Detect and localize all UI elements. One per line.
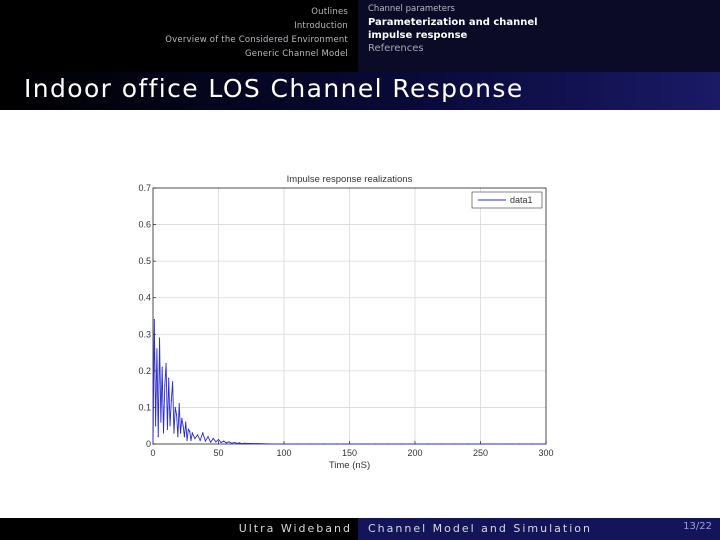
legend-label: data1: [510, 195, 533, 205]
data-point: [160, 421, 161, 422]
slide-title: Indoor office LOS Channel Response: [24, 74, 524, 103]
footer-course: Channel Model and Simulation: [368, 522, 592, 535]
data-point: [175, 407, 176, 408]
header-bar: [0, 0, 720, 72]
data-point: [202, 432, 203, 433]
data-point: [162, 367, 163, 368]
nav-item-outlines[interactable]: Outlines: [311, 7, 348, 17]
data-point: [226, 442, 227, 443]
data-point: [213, 438, 214, 439]
x-tick-label: 250: [472, 448, 489, 458]
data-point: [270, 443, 271, 444]
y-tick-label: 0.2: [138, 365, 151, 376]
data-point: [310, 443, 311, 444]
data-point: [506, 443, 507, 444]
data-point: [166, 363, 167, 364]
data-point: [493, 443, 494, 444]
data-point: [241, 443, 242, 444]
data-point: [336, 443, 337, 444]
data-point: [200, 440, 201, 441]
data-point: [159, 337, 160, 338]
footer-topic: Ultra Wideband: [238, 522, 352, 535]
data-point: [186, 440, 187, 441]
data-point: [228, 441, 229, 442]
footer-right: [358, 518, 720, 540]
x-tick-label: 300: [538, 448, 554, 458]
y-tick-label: 0: [145, 439, 151, 449]
data-point: [454, 443, 455, 444]
nav-item-introduction[interactable]: Introduction: [294, 21, 348, 31]
y-tick-label: 0.1: [138, 402, 151, 413]
data-point: [163, 432, 164, 433]
data-point: [215, 441, 216, 442]
y-tick-label: 0.7: [138, 183, 151, 193]
x-tick-label: 50: [213, 448, 224, 458]
data-point: [176, 414, 177, 415]
data-point: [234, 442, 235, 443]
data-point: [172, 381, 173, 382]
data-point: [173, 432, 174, 433]
data-point: [155, 425, 156, 426]
data-point: [221, 442, 222, 443]
data-point: [414, 443, 415, 444]
data-point: [480, 443, 481, 444]
data-point: [197, 434, 198, 435]
x-tick-label: 150: [341, 448, 358, 458]
data-point: [188, 429, 189, 430]
impulse-response-chart: [100, 160, 580, 480]
data-point: [185, 421, 186, 422]
data-point: [181, 418, 182, 419]
data-point: [349, 443, 350, 444]
data-point: [152, 443, 153, 444]
data-point: [428, 443, 429, 444]
chart-title: Impulse response realizations: [286, 174, 413, 185]
data-point: [189, 431, 190, 432]
data-point: [179, 403, 180, 404]
data-point: [223, 440, 224, 441]
data-point: [205, 440, 206, 441]
page-number: 13/22: [683, 521, 712, 532]
x-tick-label: 200: [407, 448, 423, 458]
subnav-references[interactable]: References: [368, 43, 424, 54]
data-point: [194, 438, 195, 439]
header-right-panel: [358, 0, 720, 72]
data-point: [218, 439, 219, 440]
data-point: [441, 443, 442, 444]
data-point: [168, 378, 169, 379]
data-point: [183, 425, 184, 426]
data-point: [244, 443, 245, 444]
x-axis-label: Time (nS): [328, 460, 371, 471]
data-point: [180, 432, 181, 433]
data-point: [401, 443, 402, 444]
chart-svg: [100, 160, 580, 480]
data-point: [171, 400, 172, 401]
subnav-parameterization-active[interactable]: Parameterization and channel impulse response: [368, 17, 538, 41]
data-point: [154, 319, 155, 320]
data-point: [467, 443, 468, 444]
data-point: [231, 443, 232, 444]
data-point: [164, 385, 165, 386]
nav-item-overview[interactable]: Overview of the Considered Environment: [165, 35, 348, 45]
data-point: [545, 443, 546, 444]
data-point: [236, 443, 237, 444]
data-point: [156, 348, 157, 349]
data-point: [192, 432, 193, 433]
data-point: [362, 443, 363, 444]
data-point: [177, 436, 178, 437]
subsection-nav: [368, 2, 578, 56]
data-point: [297, 443, 298, 444]
data-point: [184, 436, 185, 437]
data-point: [257, 443, 258, 444]
x-tick-label: 0: [150, 448, 156, 458]
data-point: [388, 443, 389, 444]
data-point: [190, 440, 191, 441]
data-point: [532, 443, 533, 444]
x-tick-label: 100: [276, 448, 292, 458]
slide-title-bar: [0, 72, 720, 110]
data-point: [207, 436, 208, 437]
y-tick-label: 0.5: [138, 256, 151, 267]
data-point: [169, 425, 170, 426]
data-point: [167, 429, 168, 430]
data-point: [210, 442, 211, 443]
subnav-channel-parameters[interactable]: Channel parameters: [368, 4, 455, 14]
data-point: [283, 443, 284, 444]
data-point: [158, 436, 159, 437]
data-point: [239, 442, 240, 443]
footer-left: [0, 518, 358, 540]
data-point: [375, 443, 376, 444]
data-point: [519, 443, 520, 444]
nav-item-generic-model[interactable]: Generic Channel Model: [245, 49, 348, 59]
section-nav: [165, 5, 348, 61]
y-tick-label: 0.6: [138, 219, 151, 230]
footer-bar: [0, 518, 720, 540]
data-point: [323, 443, 324, 444]
header-left-panel: [0, 0, 358, 72]
y-tick-label: 0.3: [138, 329, 151, 340]
y-tick-label: 0.4: [138, 292, 151, 303]
